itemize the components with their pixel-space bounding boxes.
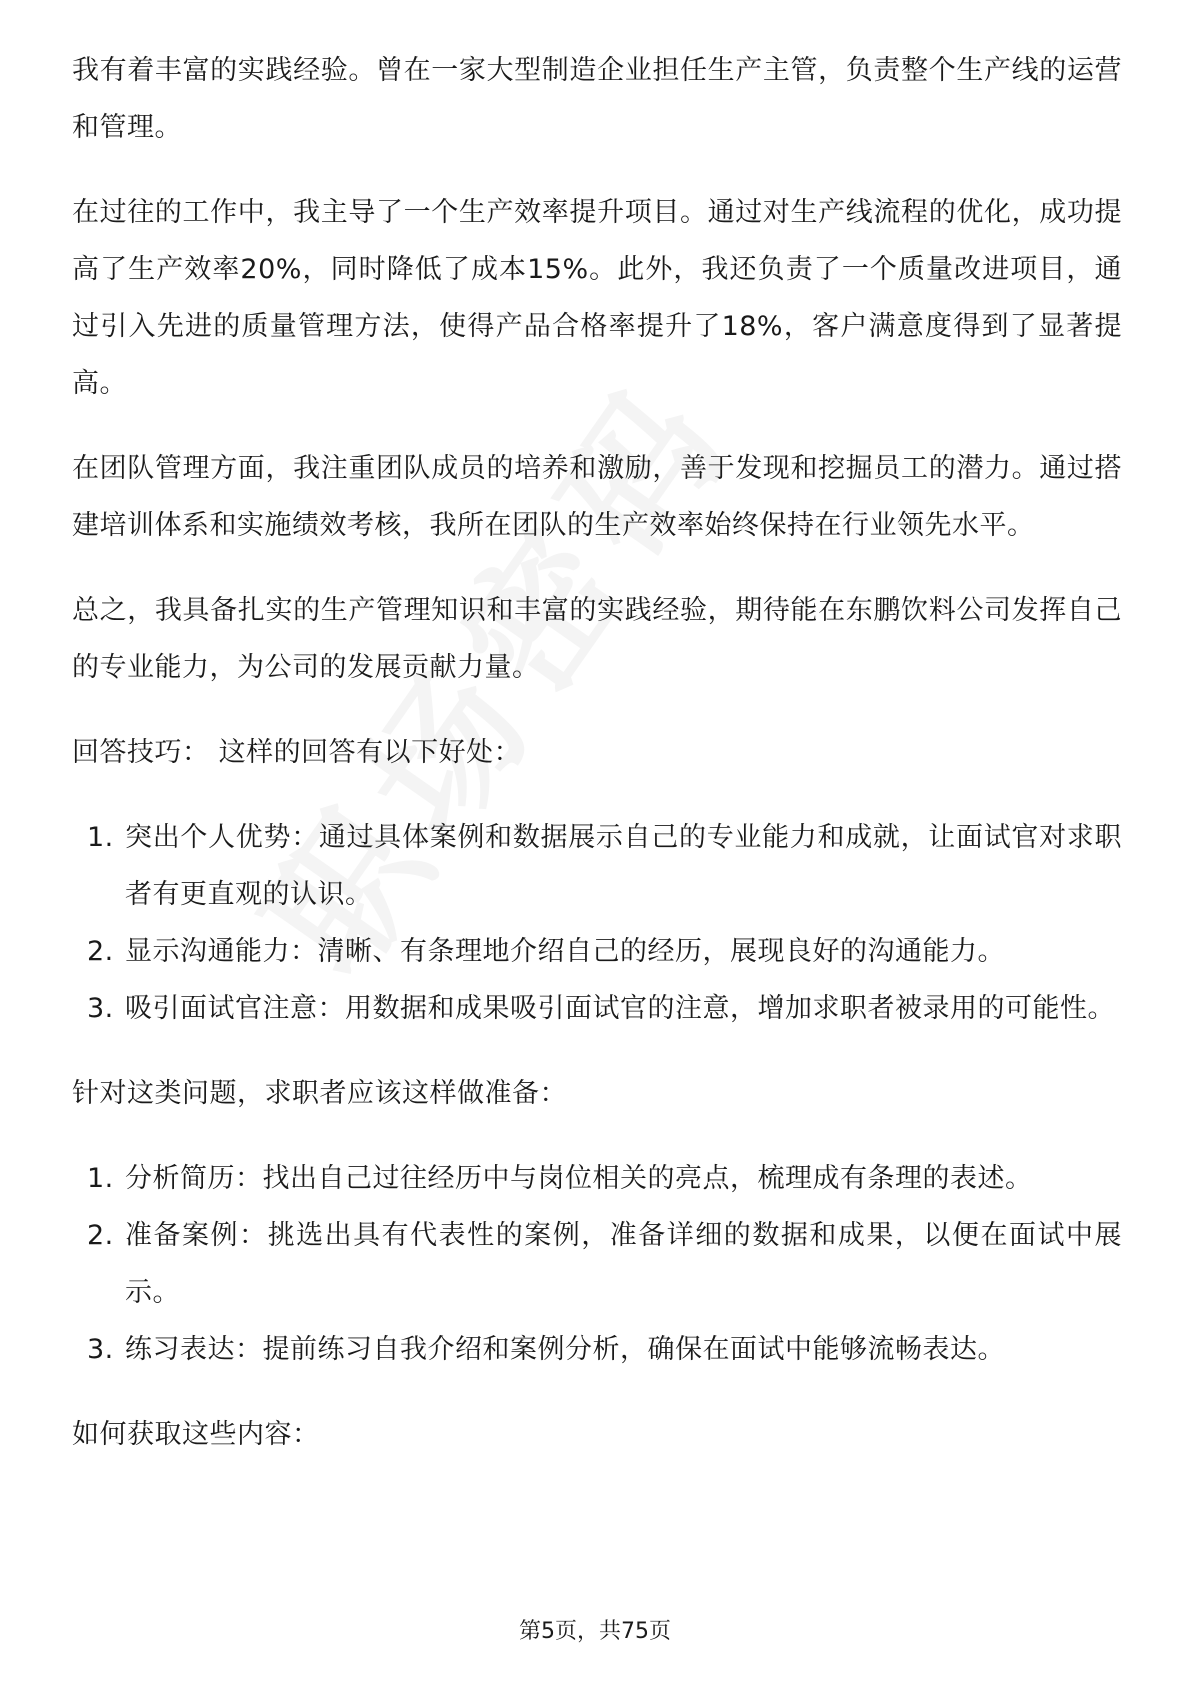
paragraph-projects: 在过往的工作中，我主导了一个生产效率提升项目。通过对生产线流程的优化，成功提高了生产效率20%，同时降低了成本15%。此外，我还负责了一个质量改进项目，通过引入先进的质量管理方法，使得产品合格率提升了18%，客户满意度得到了显著提高。 xyxy=(72,197,1122,399)
prep-heading: 针对这类问题，求职者应该这样做准备： xyxy=(72,1078,567,1109)
list-item-text: 分析简历：找出自己过往经历中与岗位相关的亮点，梳理成有条理的表述。 xyxy=(125,1163,1033,1194)
list-item xyxy=(72,980,1122,1037)
tips-heading: 回答技巧： 这样的回答有以下好处： xyxy=(72,737,522,768)
list-item-text: 练习表达：提前练习自我介绍和案例分析，确保在面试中能够流畅表达。 xyxy=(125,1334,1005,1365)
list-item-text: 突出个人优势：通过具体案例和数据展示自己的专业能力和成就，让面试官对求职者有更直观的认识。 xyxy=(125,822,1122,910)
paragraph-experience: 我有着丰富的实践经验。曾在一家大型制造企业担任生产主管，负责整个生产线的运营和管理。 xyxy=(72,55,1122,143)
list-item xyxy=(72,1150,1122,1207)
list-item xyxy=(72,1207,1122,1321)
final-heading: 如何获取这些内容： xyxy=(72,1419,320,1450)
list-item xyxy=(72,1321,1122,1378)
list-number: 2. xyxy=(87,1220,114,1251)
tips-list xyxy=(72,809,1122,1037)
list-item-text: 显示沟通能力：清晰、有条理地介绍自己的经历，展现良好的沟通能力。 xyxy=(125,936,1005,967)
list-number: 1. xyxy=(87,1163,114,1194)
list-number: 3. xyxy=(87,1334,114,1365)
paragraph-summary: 总之，我具备扎实的生产管理知识和丰富的实践经验，期待能在东鹏饮料公司发挥自己的专业能力，为公司的发展贡献力量。 xyxy=(72,595,1122,683)
list-number: 2. xyxy=(87,936,114,967)
prep-list xyxy=(72,1150,1122,1378)
list-item xyxy=(72,923,1122,980)
list-number: 3. xyxy=(87,993,114,1024)
list-item-text: 吸引面试官注意：用数据和成果吸引面试官的注意，增加求职者被录用的可能性。 xyxy=(125,993,1115,1024)
page-number-footer: 第5页，共75页 xyxy=(519,1619,671,1644)
list-item-text: 准备案例：挑选出具有代表性的案例，准备详细的数据和成果，以便在面试中展示。 xyxy=(125,1220,1122,1308)
list-number: 1. xyxy=(87,822,114,853)
paragraph-team-management: 在团队管理方面，我注重团队成员的培养和激励，善于发现和挖掘员工的潜力。通过搭建培训体系和实施绩效考核，我所在团队的生产效率始终保持在行业领先水平。 xyxy=(72,453,1122,541)
page-content xyxy=(72,42,1122,1491)
list-item xyxy=(72,809,1122,923)
